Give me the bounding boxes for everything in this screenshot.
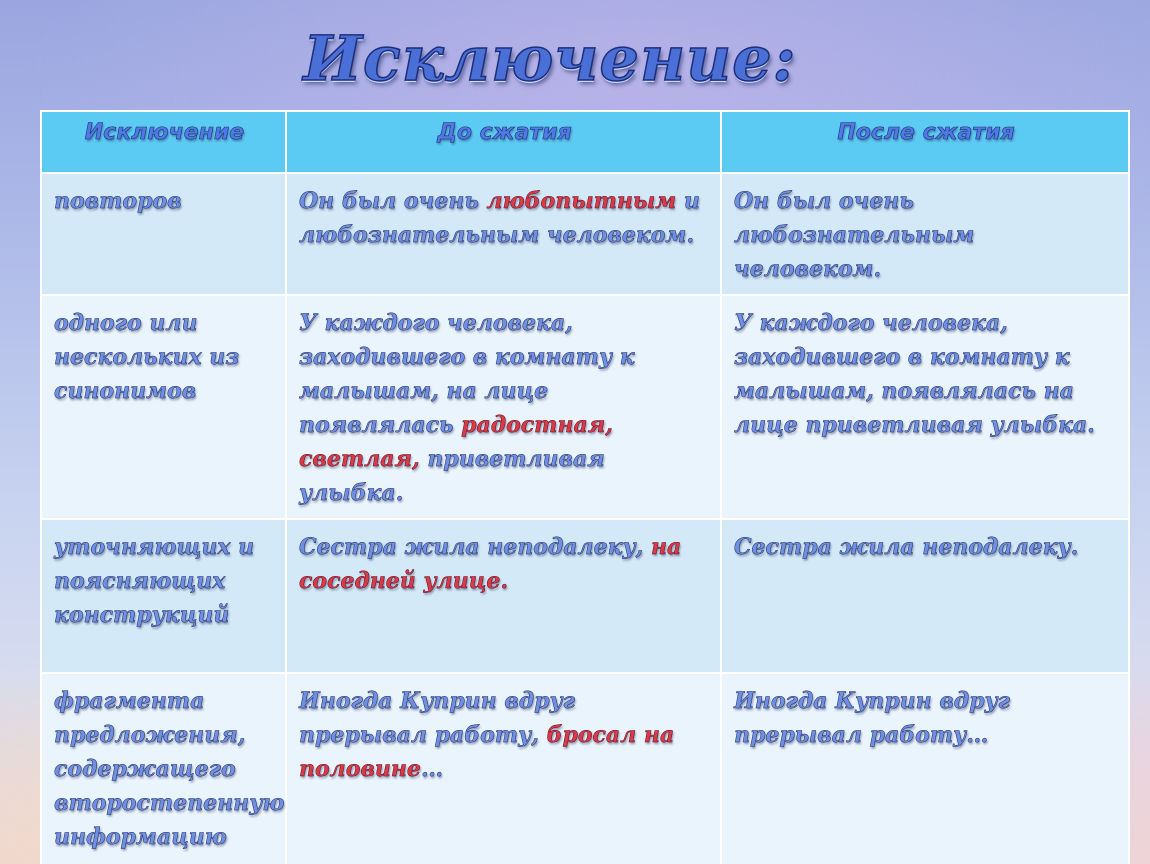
before-text: … [420, 756, 443, 782]
before-text: Иногда Куприн вдруг прерывал работу, [299, 688, 575, 748]
exception-cell: одного или нескольких из синонимов [41, 295, 286, 519]
header-after-compression: После сжатия [721, 111, 1129, 173]
header-before-compression: До сжатия [286, 111, 721, 173]
before-text: У каждого человека, заходившего в комнату к малышам, на лице появлялась [299, 310, 635, 438]
before-cell [286, 295, 721, 519]
header-exception: Исключение [41, 111, 286, 173]
before-cell [286, 673, 721, 864]
compression-exceptions-table [40, 110, 1130, 864]
before-text: приветливая улыбка. [299, 446, 605, 506]
before-cell [286, 519, 721, 673]
before-cell [286, 173, 721, 295]
exception-cell: фрагмента предложения, содержащего второстепенную информацию [41, 673, 286, 864]
exception-cell: повторов [41, 173, 286, 295]
after-cell: У каждого человека, заходившего в комнату к малышам, появлялась на лице приветливая улыбка. [721, 295, 1129, 519]
highlighted-removed-text: радостная, светлая, [299, 412, 613, 472]
table-row [41, 173, 1129, 295]
slide-title: Исключение: [303, 22, 797, 95]
exception-cell: уточняющих и поясняющих конструкций [41, 519, 286, 673]
after-cell: Иногда Куприн вдруг прерывал работу… [721, 673, 1129, 864]
before-text: Сестра жила неподалеку, [299, 534, 651, 560]
before-text: Он был очень [299, 188, 487, 214]
table-header-row [41, 111, 1129, 173]
table-row [41, 673, 1129, 864]
after-cell: Сестра жила неподалеку. [721, 519, 1129, 673]
before-text: и любознательным человеком. [299, 188, 700, 248]
after-cell: Он был очень любознательным человеком. [721, 173, 1129, 295]
table-row [41, 295, 1129, 519]
table-row [41, 519, 1129, 673]
highlighted-removed-text: любопытным [486, 188, 677, 214]
highlighted-removed-text: на соседней улице. [299, 534, 682, 594]
highlighted-removed-text: бросал на половине [299, 722, 675, 782]
